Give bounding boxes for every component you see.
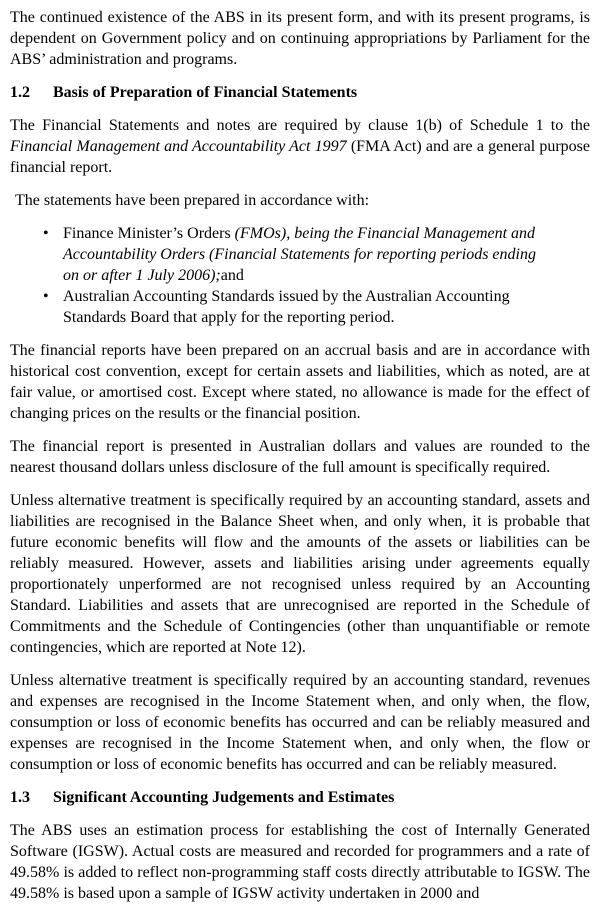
paragraph-accrual-basis: The financial reports have been prepared on an accrual basis and are in accordance with historical cost convention, except for certain assets and liabilities, which as noted, are at fair value, or amortised cost. Except where stated, no allowance is made for the effect of changing prices on the results or the financial position.: [10, 342, 590, 422]
section-title: Basis of Preparation of Financial Statements: [53, 84, 358, 101]
text-run-italic: Financial Management and Accountability Act 1997: [10, 138, 347, 155]
bullet-icon: •: [43, 225, 49, 242]
text-run: The Financial Statements and notes are required by clause 1(b) of Schedule 1 to the: [10, 117, 590, 134]
text-run: Australian Accounting Standards issued by the Australian Accounting Standards Board that apply for the reporting period.: [63, 288, 510, 326]
section-number: 1.2: [10, 84, 30, 101]
paragraph-balance-sheet-recognition: Unless alternative treatment is specifically required by an accounting standard, assets and liabilities are recognised in the Balance Sheet when, and only when, it is probable that future economic benefits will flow and the amounts of the assets or liabilities can be reliably measured. However, assets and liabilities arising under agreements equally proportionately unperformed are not recognised unless required by an Accounting Standard. Liabilities and assets that are unrecognised are reported in the Schedule of Commitments and the Schedule of Contingencies (other than unquantifiable or remote contingencies, which are reported at Note 12).: [10, 492, 590, 656]
paragraph-abs-existence: The continued existence of the ABS in its present form, and with its present programs, is dependent on Government policy and on continuing appropriations by Parliament for the ABS’ administration and programs.: [10, 9, 590, 68]
list-item-aasb: [10, 286, 545, 328]
bullet-icon: •: [43, 288, 49, 305]
paragraph-rounding: The financial report is presented in Australian dollars and values are rounded to the nearest thousand dollars unless disclosure of the full amount is specifically required.: [10, 438, 590, 476]
text-run: (FMA Act) and are a general purpose financial report.: [10, 138, 590, 176]
paragraph-income-statement-recognition: Unless alternative treatment is specifically required by an accounting standard, revenues and expenses are recognised in the Income Statement when, and only when, the flow, consumption or loss of economic benefits has occurred and can be reliably measured and expenses are recognised in the Income Statement when, and only when, the flow or consumption or loss of economic benefits has occurred and can be reliably measured.: [10, 672, 590, 773]
text-run: Finance Minister’s Orders: [63, 225, 235, 242]
bullet-list: [10, 223, 590, 328]
section-heading-1-3: [10, 787, 590, 808]
text-run-italic: (FMOs), being the Financial Management and Accountability Orders (Financial Statements for reporting periods ending on or after 1 July 2006);: [63, 225, 536, 284]
text-run: and: [220, 267, 244, 284]
paragraph-fma-act: [10, 115, 590, 178]
section-title: Significant Accounting Judgements and Estimates: [53, 789, 395, 806]
section-heading-1-2: [10, 82, 590, 103]
section-number: 1.3: [10, 789, 30, 806]
paragraph-prepared-in-accordance: The statements have been prepared in accordance with:: [15, 192, 370, 209]
paragraph-igsw-estimates: The ABS uses an estimation process for establishing the cost of Internally Generated Software (IGSW). Actual costs are measured and recorded for programmers and a rate of 49.58% is added to reflect non-programming staff costs directly attributable to IGSW. The 49.58% is based upon a sample of IGSW activity undertaken in 2000 and: [10, 822, 590, 902]
list-item-fmo: [10, 223, 545, 286]
